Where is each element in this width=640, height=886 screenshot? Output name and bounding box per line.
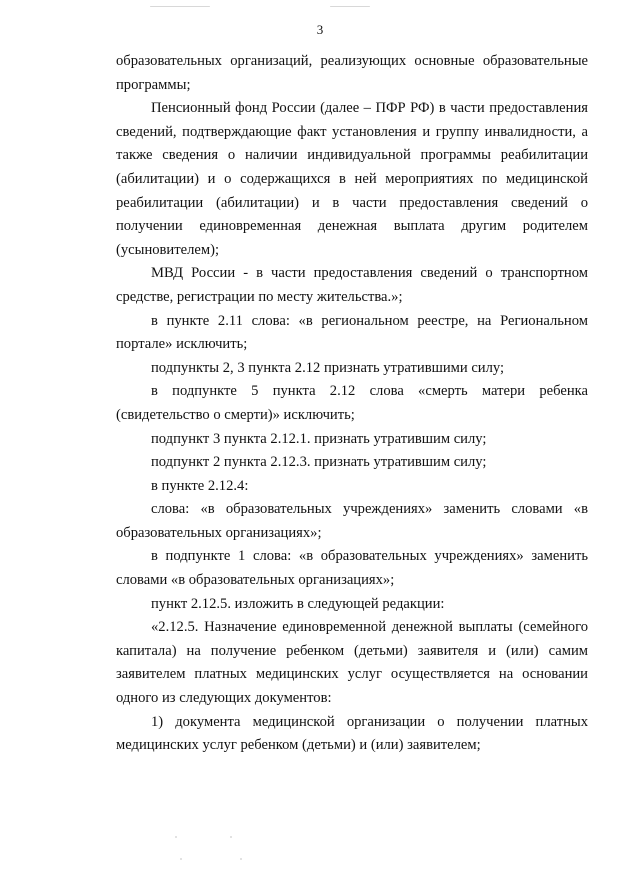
paragraph-5: подпункты 2, 3 пункта 2.12 признать утратившими силу; [151,359,505,376]
document-body [116,50,588,758]
paragraph-11: в подпункте 1 слова: «в образовательных учреждениях» заменить словами «в образовательных организациях»; [116,548,588,589]
paragraph-14: 1) документа медицинской организации о получении платных медицинских услуг ребенком (детьми) и (или) заявителем; [116,713,588,754]
paragraph-7: подпункт 3 пункта 2.12.1. признать утратившим силу; [151,430,487,447]
paragraph-2: Пенсионный фонд России (далее – ПФР РФ) в части предоставления сведений, подтверждающие факт установления и группу инвалидности, а также сведения о наличии индивидуальной программы реабилитации (абилитации) и о содержащихся в ней мероприятиях по медицинской реабилитации (абилитации) и в части предоставления сведений о получении единовременная денежная выплата другим родителем (усыновителем); [116,100,588,258]
scan-artifact [240,858,242,860]
scan-artifact [180,858,182,860]
paragraph-13: «2.12.5. Назначение единовременной денежной выплаты (семейного капитала) на получение ребенком (детьми) заявителя и (или) самим заявителем платных медицинских услуг осуществляется на основании одного из следующих документов: [116,619,588,707]
page-number: 3 [316,22,324,37]
paragraph-3: МВД России - в части предоставления сведений о транспортном средстве, регистрации по месту жительства.»; [116,265,588,305]
paragraph-12: пункт 2.12.5. изложить в следующей редакции: [151,595,445,612]
paragraph-9: в пункте 2.12.4: [151,477,249,494]
paragraph-8: подпункт 2 пункта 2.12.3. признать утратившим силу; [151,454,487,471]
paragraph-4: в пункте 2.11 слова: «в региональном реестре, на Региональном портале» исключить; [116,312,588,353]
paragraph-10: слова: «в образовательных учреждениях» заменить словами «в образовательных организациях»; [116,501,588,541]
scan-artifact [330,6,370,7]
scan-artifact [175,836,177,838]
paragraph-1: образовательных организаций, реализующих основные образовательные программы; [116,53,588,93]
scan-artifact [230,836,232,838]
paragraph-6: в подпункте 5 пункта 2.12 слова «смерть матери ребенка (свидетельство о смерти)» исключить; [116,383,588,423]
scan-artifact [150,6,210,7]
